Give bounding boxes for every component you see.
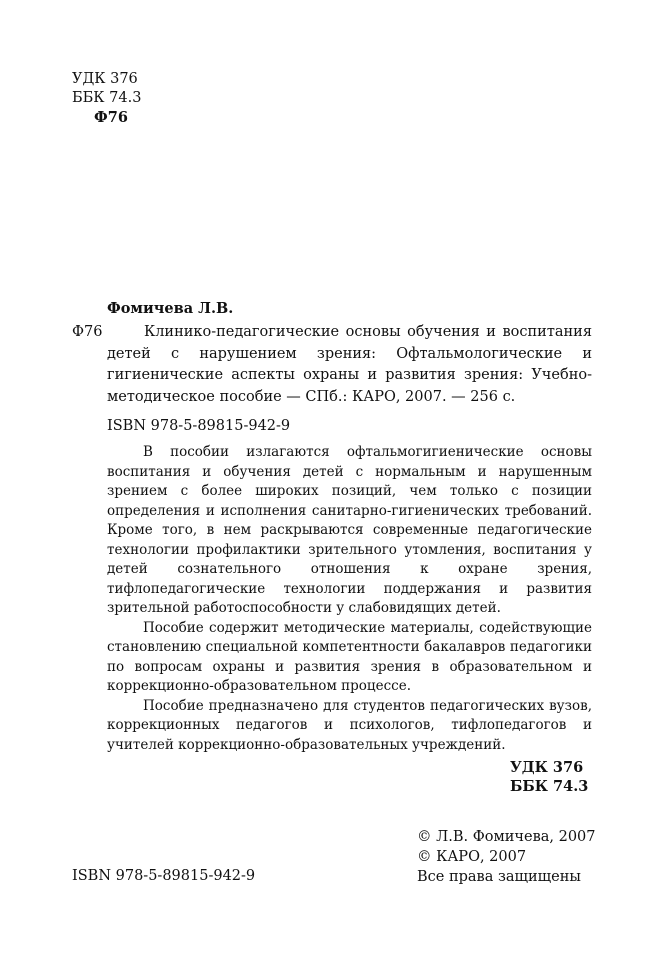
author-name: Фомичева Л.В. bbox=[107, 300, 234, 317]
udc-code: УДК 376 bbox=[72, 71, 138, 87]
author-mark: Ф76 bbox=[94, 109, 128, 126]
bbk-code: ББК 74.3 bbox=[72, 90, 142, 106]
annotation-paragraph: Пособие содержит методические материалы, содействующие становлению специальной компетентности бакалавров педагогики по вопросам охраны и развития зрения в образовательном и коррекционно-образовательном процессе. bbox=[107, 619, 592, 694]
bbk-code-bottom: ББК 74.3 bbox=[510, 778, 589, 795]
annotation-paragraph: В пособии излагаются офтальмогигиенические основы воспитания и обучения детей с нормальным и нарушенным зрением с более широких позиций, чем только с позиции определения и исполнения санитарно-гигиенических требований. Кроме того, в нем раскрываются современные педагогические технологии профилактики зрительного утомления, воспитания у детей сознательного отношения к охране зрения, тифлопедагогические технологии поддержания и развития зрительной работоспособности у слабовидящих детей. bbox=[107, 444, 592, 616]
copyright-block bbox=[417, 827, 596, 887]
rights-reserved: Все права защищены bbox=[417, 869, 581, 885]
copyright-author: © Л.В. Фомичева, 2007 bbox=[417, 829, 596, 845]
classification-bottom bbox=[510, 758, 592, 796]
copyright-publisher: © КАРО, 2007 bbox=[417, 849, 527, 865]
biblio-author-mark: Ф76 bbox=[72, 324, 103, 340]
udc-code-bottom: УДК 376 bbox=[510, 759, 584, 776]
classification-block bbox=[72, 70, 141, 127]
bibliographic-description: Клинико-педагогические основы обучения и воспитания детей с нарушением зрения: Офтальмологические и гигиенические аспекты охраны и развития зрения: Учебно-методическое пособие — СПб.: КАРО, 2007. — 256 с. bbox=[107, 324, 592, 405]
isbn-top: ISBN 978-5-89815-942-9 bbox=[107, 418, 291, 434]
annotation-paragraph: Пособие предназначено для студентов педагогических вузов, коррекционных педагогов и психологов, тифлопедагогов и учителей коррекционно-образовательных учреждений. bbox=[107, 697, 592, 753]
isbn-bottom: ISBN 978-5-89815-942-9 bbox=[72, 868, 256, 884]
annotation bbox=[107, 443, 592, 755]
